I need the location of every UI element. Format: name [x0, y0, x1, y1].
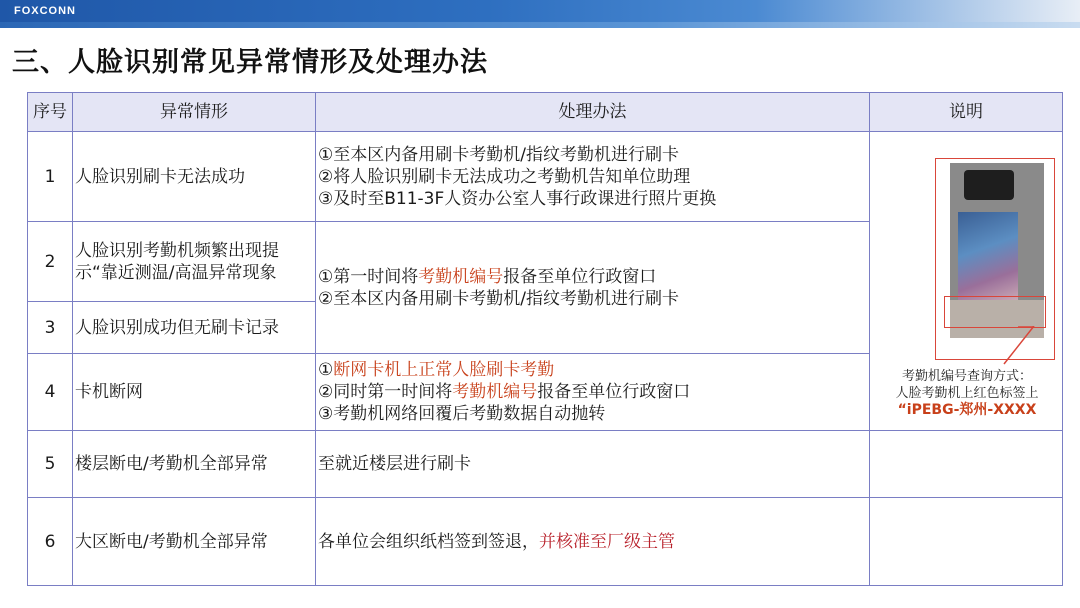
row-no: 4 — [28, 354, 73, 431]
row-no: 1 — [28, 132, 73, 222]
exception-table — [27, 92, 1063, 586]
method-text: ②同时第一时间将 — [318, 382, 453, 402]
method-line: ①至本区内备用刷卡考勤机/指纹考勤机进行刷卡 — [318, 144, 679, 165]
row-situation: 楼层断电/考勤机全部异常 — [73, 431, 316, 498]
banner-band — [0, 0, 1080, 22]
red-label-highlight — [944, 296, 1046, 328]
note-empty-cell — [870, 498, 1063, 586]
row-methods — [316, 354, 870, 431]
photo-frame — [935, 158, 1055, 360]
note-line: 人脸考勤机上红色标签上 — [895, 386, 1039, 401]
highlight-text: 考勤机编号 — [452, 382, 538, 402]
header-situation: 异常情形 — [73, 93, 316, 132]
highlight-text: 并核准至厂级主管 — [539, 531, 675, 552]
method-line: ③考勤机网络回覆后考勤数据自动抛转 — [318, 404, 606, 424]
method-text: 报备至单位行政窗口 — [537, 382, 691, 402]
top-banner — [0, 0, 1080, 34]
method-line — [318, 359, 867, 381]
foxconn-logo: FOXCONN — [14, 5, 76, 17]
note-line: 考勤机编号查询方式： — [901, 369, 1032, 384]
row-situation: 大区断电/考勤机全部异常 — [73, 498, 316, 586]
row-methods — [316, 222, 870, 354]
method-line — [318, 266, 867, 288]
page-title: 三、人脸识别常见异常情形及处理办法 — [12, 47, 488, 78]
header-method: 处理办法 — [316, 93, 870, 132]
highlight-text: 考勤机编号 — [418, 266, 504, 287]
header-note: 说明 — [870, 93, 1063, 132]
note-empty-cell — [870, 431, 1063, 498]
note-text — [872, 368, 1062, 419]
method-line — [318, 381, 867, 403]
highlight-text: 断网卡机上正常人脸刷卡考勤 — [333, 360, 555, 380]
row-methods: 至就近楼层进行刷卡 — [316, 431, 870, 498]
row-situation: 人脸识别考勤机频繁出现提示“靠近测温/高温异常现象 — [73, 222, 316, 302]
method-line: ②将人脸识别刷卡无法成功之考勤机告知单位助理 — [318, 166, 691, 187]
method-line: ②至本区内备用刷卡考勤机/指纹考勤机进行刷卡 — [318, 288, 679, 309]
method-line: ③及时至B11-3F人资办公室人事行政课进行照片更换 — [318, 188, 717, 209]
method-text: 各单位会组织纸档签到签退， — [318, 531, 539, 552]
table-row — [28, 431, 1063, 498]
header-no: 序号 — [28, 93, 73, 132]
row-situation: 卡机断网 — [73, 354, 316, 431]
note-code: “iPEBG-郑州-XXXX — [897, 402, 1037, 418]
row-methods — [316, 132, 870, 222]
row-situation: 人脸识别成功但无刷卡记录 — [73, 302, 316, 354]
row-no: 5 — [28, 431, 73, 498]
method-text: ①第一时间将 — [318, 266, 419, 287]
table-header-row — [28, 93, 1063, 132]
row-situation: 人脸识别刷卡无法成功 — [73, 132, 316, 222]
method-text: ① — [318, 360, 334, 380]
method-text: 报备至单位行政窗口 — [503, 266, 657, 287]
row-no: 2 — [28, 222, 73, 302]
table-row — [28, 498, 1063, 586]
callout-arrow-icon — [1000, 326, 1036, 366]
row-methods — [316, 498, 870, 586]
banner-stripe — [0, 22, 1080, 28]
table-row — [28, 132, 1063, 222]
row-no: 6 — [28, 498, 73, 586]
row-no: 3 — [28, 302, 73, 354]
